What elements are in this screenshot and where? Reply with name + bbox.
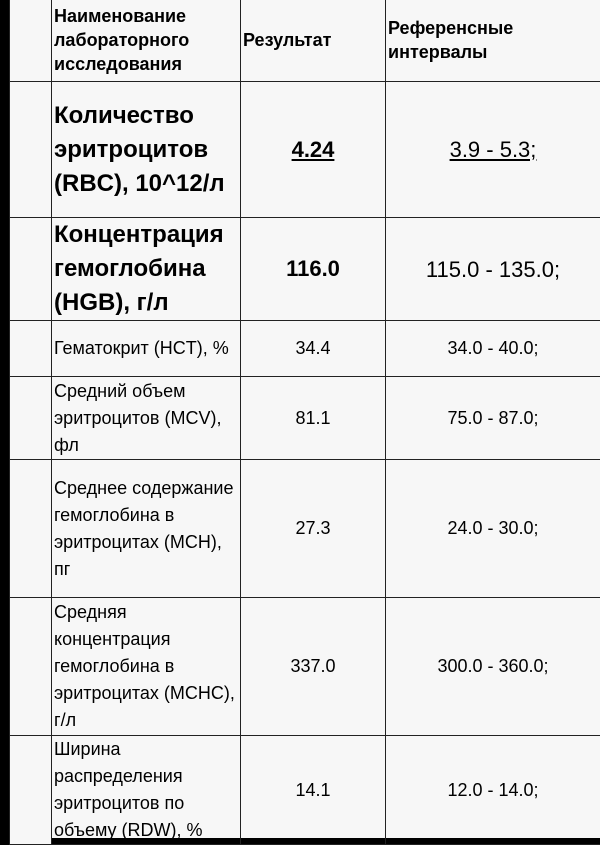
test-result: 27.3	[241, 460, 386, 598]
table-row	[10, 736, 600, 845]
test-result: 116.0	[241, 218, 386, 321]
row-index-cell	[10, 377, 52, 460]
table-row	[10, 377, 600, 460]
table-row	[10, 460, 600, 598]
reference-interval: 24.0 - 30.0;	[386, 460, 600, 598]
reference-interval: 3.9 - 5.3;	[386, 82, 600, 218]
test-result: 337.0	[241, 598, 386, 736]
test-name: Ширина распределения эритроцитов по объему (RDW), %	[52, 736, 241, 845]
header-index-cell	[10, 0, 52, 82]
reference-interval: 115.0 - 135.0;	[386, 218, 600, 321]
test-result: 4.24	[241, 82, 386, 218]
table-row	[10, 218, 600, 321]
row-index-cell	[10, 82, 52, 218]
row-index-cell	[10, 218, 52, 321]
table-row	[10, 82, 600, 218]
row-index-cell	[10, 321, 52, 377]
test-name: Гематокрит (HCT), %	[52, 321, 241, 377]
table-header-row	[10, 0, 600, 82]
header-name: Наименование лабораторного исследования	[52, 0, 241, 82]
header-reference: Референсные интервалы	[386, 0, 600, 82]
reference-interval: 12.0 - 14.0;	[386, 736, 600, 845]
test-result: 81.1	[241, 377, 386, 460]
test-result: 14.1	[241, 736, 386, 845]
table-row	[10, 321, 600, 377]
test-name: Средний объем эритроцитов (MCV), фл	[52, 377, 241, 460]
test-name: Среднее содержание гемоглобина в эритроцитах (MCH), пг	[52, 460, 241, 598]
test-result: 34.4	[241, 321, 386, 377]
table-row	[10, 598, 600, 736]
header-result: Результат	[241, 0, 386, 82]
test-name: Количество эритроцитов (RBC), 10^12/л	[52, 82, 241, 218]
test-name: Концентрация гемоглобина (HGB), г/л	[52, 218, 241, 321]
reference-interval: 75.0 - 87.0;	[386, 377, 600, 460]
row-index-cell	[10, 736, 52, 845]
test-name: Средняя концентрация гемоглобина в эритроцитах (MCHC), г/л	[52, 598, 241, 736]
reference-interval: 300.0 - 360.0;	[386, 598, 600, 736]
lab-results-table	[9, 0, 600, 845]
reference-interval: 34.0 - 40.0;	[386, 321, 600, 377]
row-index-cell	[10, 460, 52, 598]
row-index-cell	[10, 598, 52, 736]
